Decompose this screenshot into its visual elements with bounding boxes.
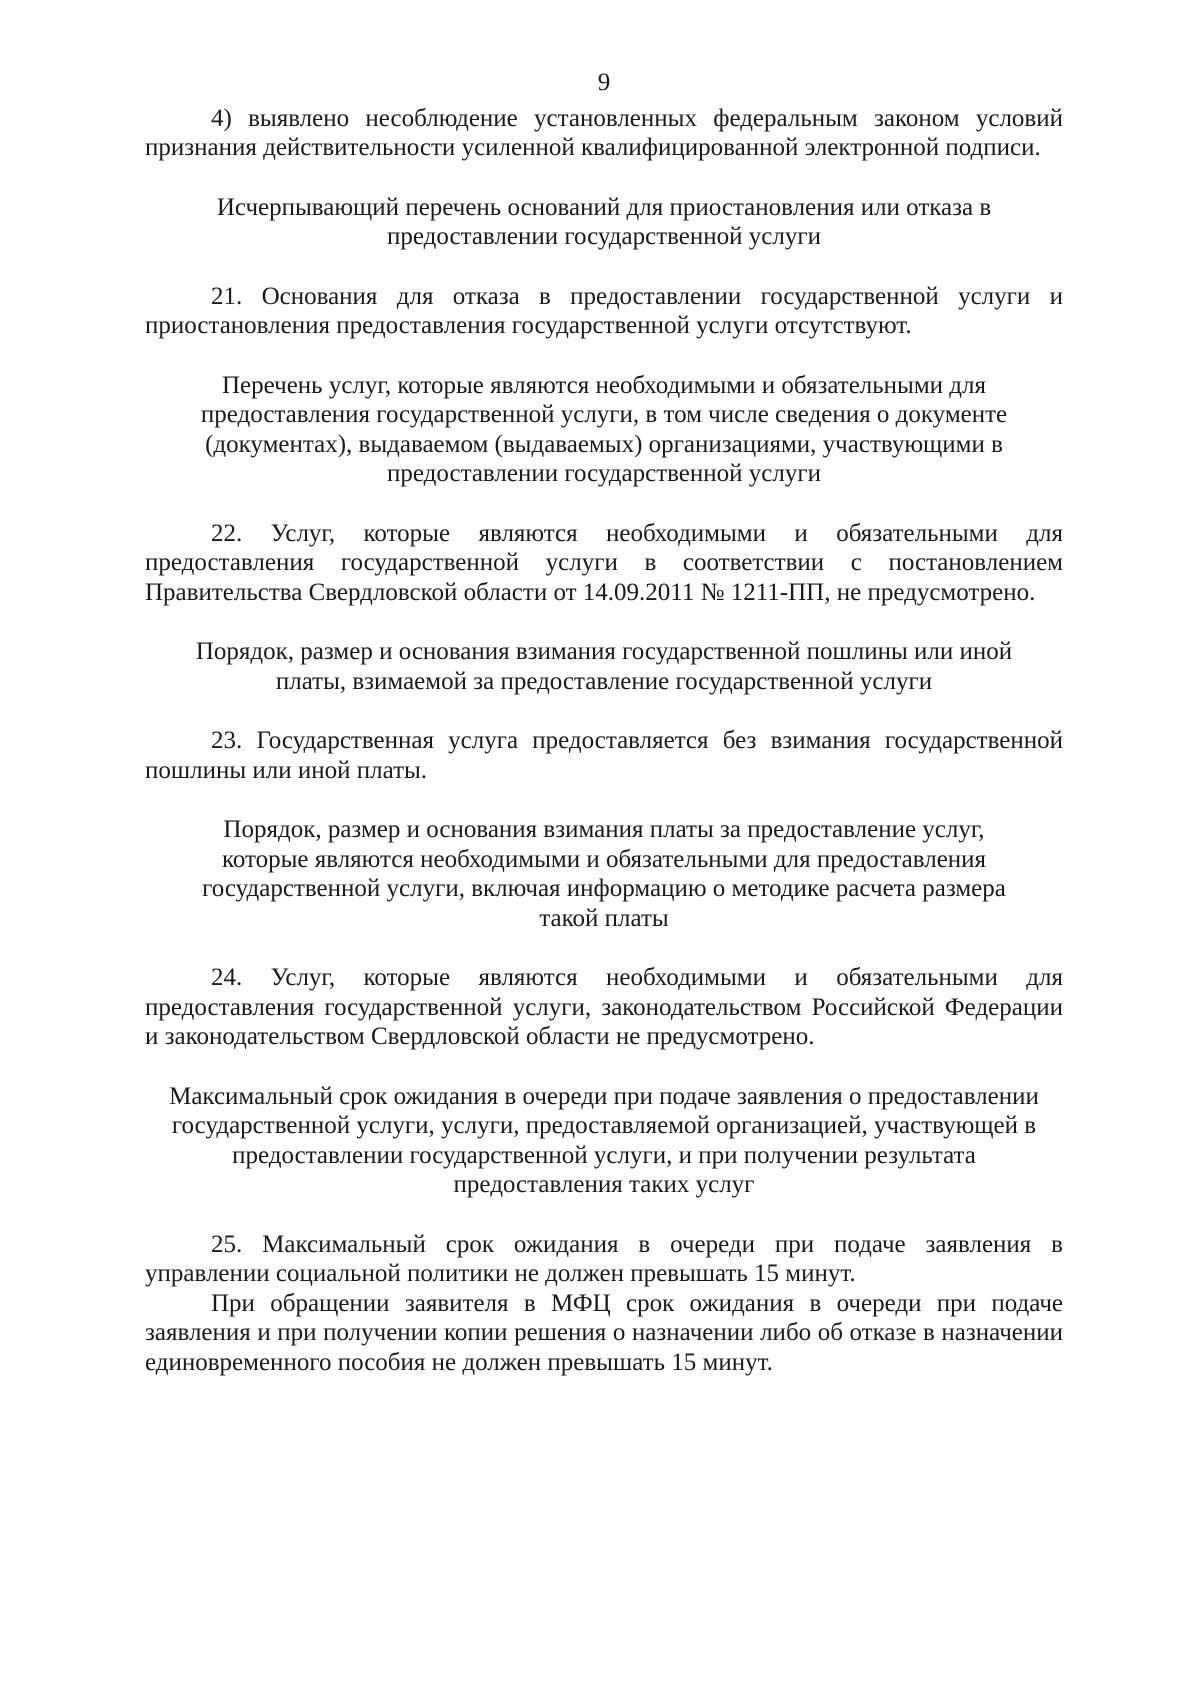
- paragraph-22: 22. Услуг, которые являются необходимыми и обязательными для предоставления государственной услуги в соответствии с постановлением Правительства Свердловской области от 14.09.2011 № 1211-ПП, не предусмотрено.: [145, 519, 1063, 606]
- paragraph-25: 25. Максимальный срок ожидания в очереди при подаче заявления в управлении социальной политики не должен превышать 15 минут.: [145, 1230, 1063, 1287]
- page-number: 9: [597, 69, 611, 96]
- section-heading-state-duty: Порядок, размер и основания взимания государственной пошлины или иной платы, взимаемой за предоставление государственной услуги: [195, 638, 1013, 695]
- section-heading-grounds-for-refusal: Исчерпывающий перечень оснований для приостановления или отказа в предоставлении государственной услуги: [216, 193, 992, 250]
- paragraph-23: 23. Государственная услуга предоставляется без взимания государственной пошлины или иной платы.: [145, 727, 1063, 784]
- paragraph-mfc-waiting-time: При обращении заявителя в МФЦ срок ожидания в очереди при подаче заявления и при получении копии решения о назначении либо об отказе в назначении единовременного пособия не должен превышать 15 минут.: [145, 1289, 1063, 1376]
- paragraph-24: 24. Услуг, которые являются необходимыми и обязательными для предоставления государственной услуги, законодательством Российской Федерации и законодательством Свердловской области не предусмотрено.: [145, 964, 1063, 1050]
- paragraph-item-4: 4) выявлено несоблюдение установленных федеральным законом условий признания действительности усиленной квалифицированной электронной подписи.: [145, 104, 1063, 161]
- section-heading-payment-for-services: Порядок, размер и основания взимания платы за предоставление услуг, которые являются необходимыми и обязательными для предоставления государственной услуги, включая информацию о методике расчета размера такой платы: [202, 816, 1006, 932]
- section-heading-waiting-time: Максимальный срок ожидания в очереди при подаче заявления о предоставлении государственной услуги, услуги, предоставляемой организацией, участвующей в предоставлении государственной услуги, и при получении результата предоставления таких услуг: [169, 1082, 1039, 1198]
- document-page: [145, 68, 1063, 1377]
- paragraph-21: 21. Основания для отказа в предоставлении государственной услуги и приостановления предоставления государственной услуги отсутствуют.: [145, 282, 1063, 339]
- section-heading-required-services: Перечень услуг, которые являются необходимыми и обязательными для предоставления государственной услуги, в том числе сведения о документе (документах), выдаваемом (выдаваемых) организациями, участвующими в предоставлении государственной услуги: [200, 371, 1008, 487]
